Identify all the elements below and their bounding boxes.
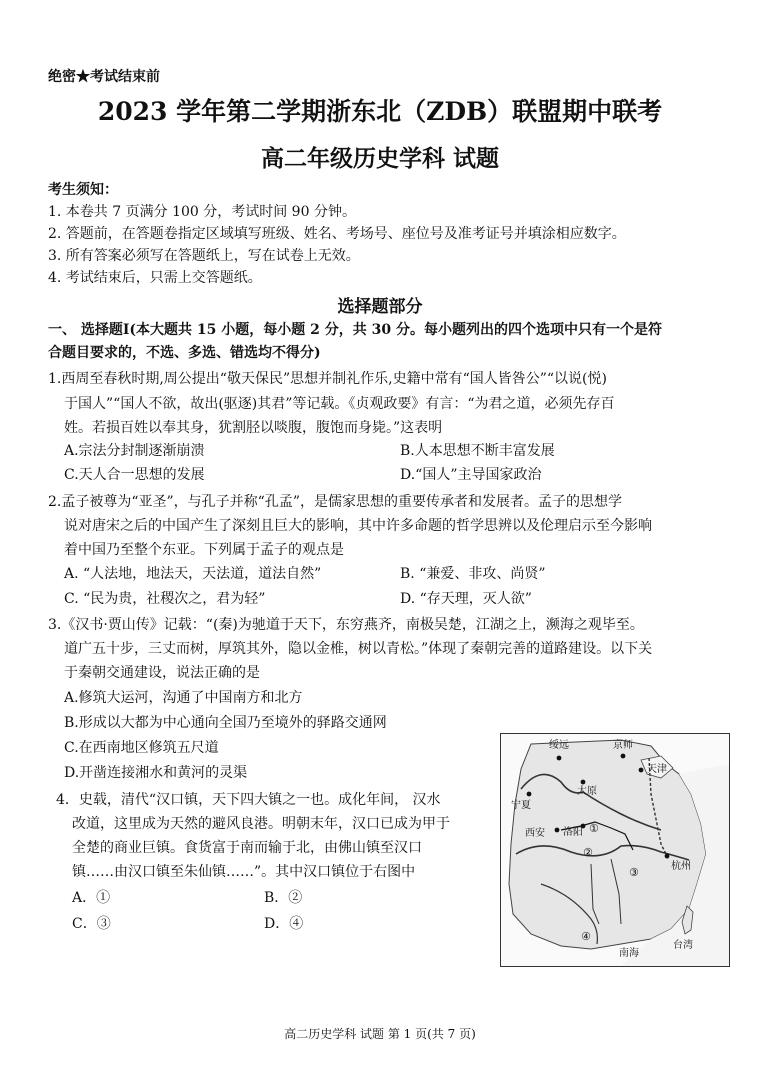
question-4-option-a: A．① xyxy=(72,890,111,906)
question-3-option-b: B.形成以大都为中心通向全国乃至境外的驿路交通网 xyxy=(64,715,387,731)
question-4-text: 全楚的商业巨镇。食货富于南而输于北，由佛山镇至汉口 xyxy=(72,840,422,856)
question-4-text: 4．史载，清代“汉口镇，天下四大镇之一也。成化年间， 汉水 xyxy=(56,792,441,808)
question-2-text: 着中国乃至整个东亚。下列属于孟子的观点是 xyxy=(64,542,344,558)
notice-item: 4. 考试结束后，只需上交答题纸。 xyxy=(48,270,262,286)
question-1-text: 1.西周至春秋时期,周公提出“敬天保民”思想并制礼作乐,史籍中常有“国人皆咎公”“以说(悦) xyxy=(48,371,607,387)
question-4-option-c: C．③ xyxy=(72,916,111,932)
map-marker-1: ① xyxy=(589,822,599,835)
map-label: 洛阳 xyxy=(563,827,583,838)
question-1-option-a: A.宗法分封制逐渐崩溃 xyxy=(64,443,205,459)
map-marker-4: ④ xyxy=(581,930,591,943)
land-area xyxy=(509,740,706,949)
map-label: 西安 xyxy=(525,828,545,839)
city-dot xyxy=(621,754,626,759)
question-3-option-a: A.修筑大运河，沟通了中国南方和北方 xyxy=(64,690,303,706)
question-4-text: 镇……由汉口镇至朱仙镇……”。其中汉口镇位于右图中 xyxy=(72,864,416,880)
part-instructions: 合题目要求的，不选、多选、错选均不得分) xyxy=(48,345,321,361)
notice-heading: 考生须知： xyxy=(48,182,118,198)
question-3-text: 于秦朝交通建设，说法正确的是 xyxy=(64,665,260,681)
city-dot xyxy=(527,792,532,797)
notice-item: 2. 答题前，在答题卷指定区域填写班级、姓名、考场号、座位号及准考证号并填涂相应数字。 xyxy=(48,226,626,242)
question-3-text: 3.《汉书·贾山传》记载：“(秦)为驰道于天下，东穷燕齐，南极吴楚，江湖之上，濒海之观毕至。 xyxy=(48,617,644,633)
map-label: 南海 xyxy=(619,948,639,959)
map-label: 京师 xyxy=(613,740,633,751)
question-1-option-d: D.“国人”主导国家政治 xyxy=(400,467,542,483)
question-1-option-c: C.天人合一思想的发展 xyxy=(64,467,205,483)
map-drawing xyxy=(501,734,729,966)
question-2-option-a: A. “人法地，地法天，天法道，道法自然” xyxy=(64,566,322,582)
confidential-mark: 绝密★考试结束前 xyxy=(48,69,160,85)
map-label: 台湾 xyxy=(673,940,693,951)
map-marker-2: ② xyxy=(583,846,593,859)
city-dot xyxy=(555,828,560,833)
city-dot xyxy=(639,768,644,773)
city-dot xyxy=(581,780,586,785)
question-4-option-d: D．④ xyxy=(264,916,304,932)
question-2-option-d: D. “存天理，灭人欲” xyxy=(400,591,532,607)
question-1-text: 姓。若损百姓以奉其身，犹割胫以啖腹，腹饱而身毙。”这表明 xyxy=(64,420,443,436)
exam-title: 2023 学年第二学期浙东北（ZDB）联盟期中联考 xyxy=(97,97,663,126)
question-3-option-d: D.开凿连接湘水和黄河的灵渠 xyxy=(64,765,248,781)
qing-towns-map xyxy=(500,733,730,967)
question-2-option-b: B. “兼爱、非攻、尚贤” xyxy=(400,566,546,582)
notice-item: 1. 本卷共 7 页满分 100 分，考试时间 90 分钟。 xyxy=(48,204,356,220)
map-label: 太原 xyxy=(577,786,597,797)
question-2-text: 2.孟子被尊为“亚圣”，与孔子并称“孔孟”，是儒家思想的重要传承者和发展者。孟子的思想学 xyxy=(48,494,622,510)
exam-subtitle: 高二年级历史学科 试题 xyxy=(260,145,499,172)
question-3-option-c: C.在西南地区修筑五尺道 xyxy=(64,740,219,756)
section-title: 选择题部分 xyxy=(337,297,423,317)
city-dot xyxy=(665,854,670,859)
map-label: 天津 xyxy=(647,764,667,775)
notice-item: 3. 所有答案必须写在答题纸上，写在试卷上无效。 xyxy=(48,248,360,264)
question-3-text: 道广五十步，三丈而树，厚筑其外，隐以金椎，树以青松。”体现了秦朝完善的道路建设。以下关 xyxy=(64,641,653,657)
part-instructions: 一、 选择题Ⅰ(本大题共 15 小题，每小题 2 分，共 30 分。每小题列出的四个选项中只有一个是符 xyxy=(48,322,662,338)
question-2-option-c: C. “民为贵，社稷次之，君为轻” xyxy=(64,591,266,607)
city-dot xyxy=(557,756,562,761)
map-label: 绥远 xyxy=(549,740,569,751)
question-1-option-b: B.人本思想不断丰富发展 xyxy=(400,443,555,459)
question-4-text: 改道，这里成为天然的避风良港。明朝末年，汉口已成为甲于 xyxy=(72,816,450,832)
question-2-text: 说对唐宋之后的中国产生了深刻且巨大的影响，其中许多命题的哲学思辨以及伦理启示至今影响 xyxy=(64,518,652,534)
question-4-option-b: B．② xyxy=(264,890,303,906)
map-label: 宁夏 xyxy=(511,800,531,811)
map-label: 杭州 xyxy=(671,861,691,872)
page-footer: 高二历史学科 试题 第 1 页(共 7 页) xyxy=(284,1027,476,1041)
question-1-text: 于国人”“国人不欲，故出(驱逐)其君”等记载。《贞观政要》有言：“为君之道，必须先存百 xyxy=(64,396,615,412)
map-marker-3: ③ xyxy=(629,866,639,879)
